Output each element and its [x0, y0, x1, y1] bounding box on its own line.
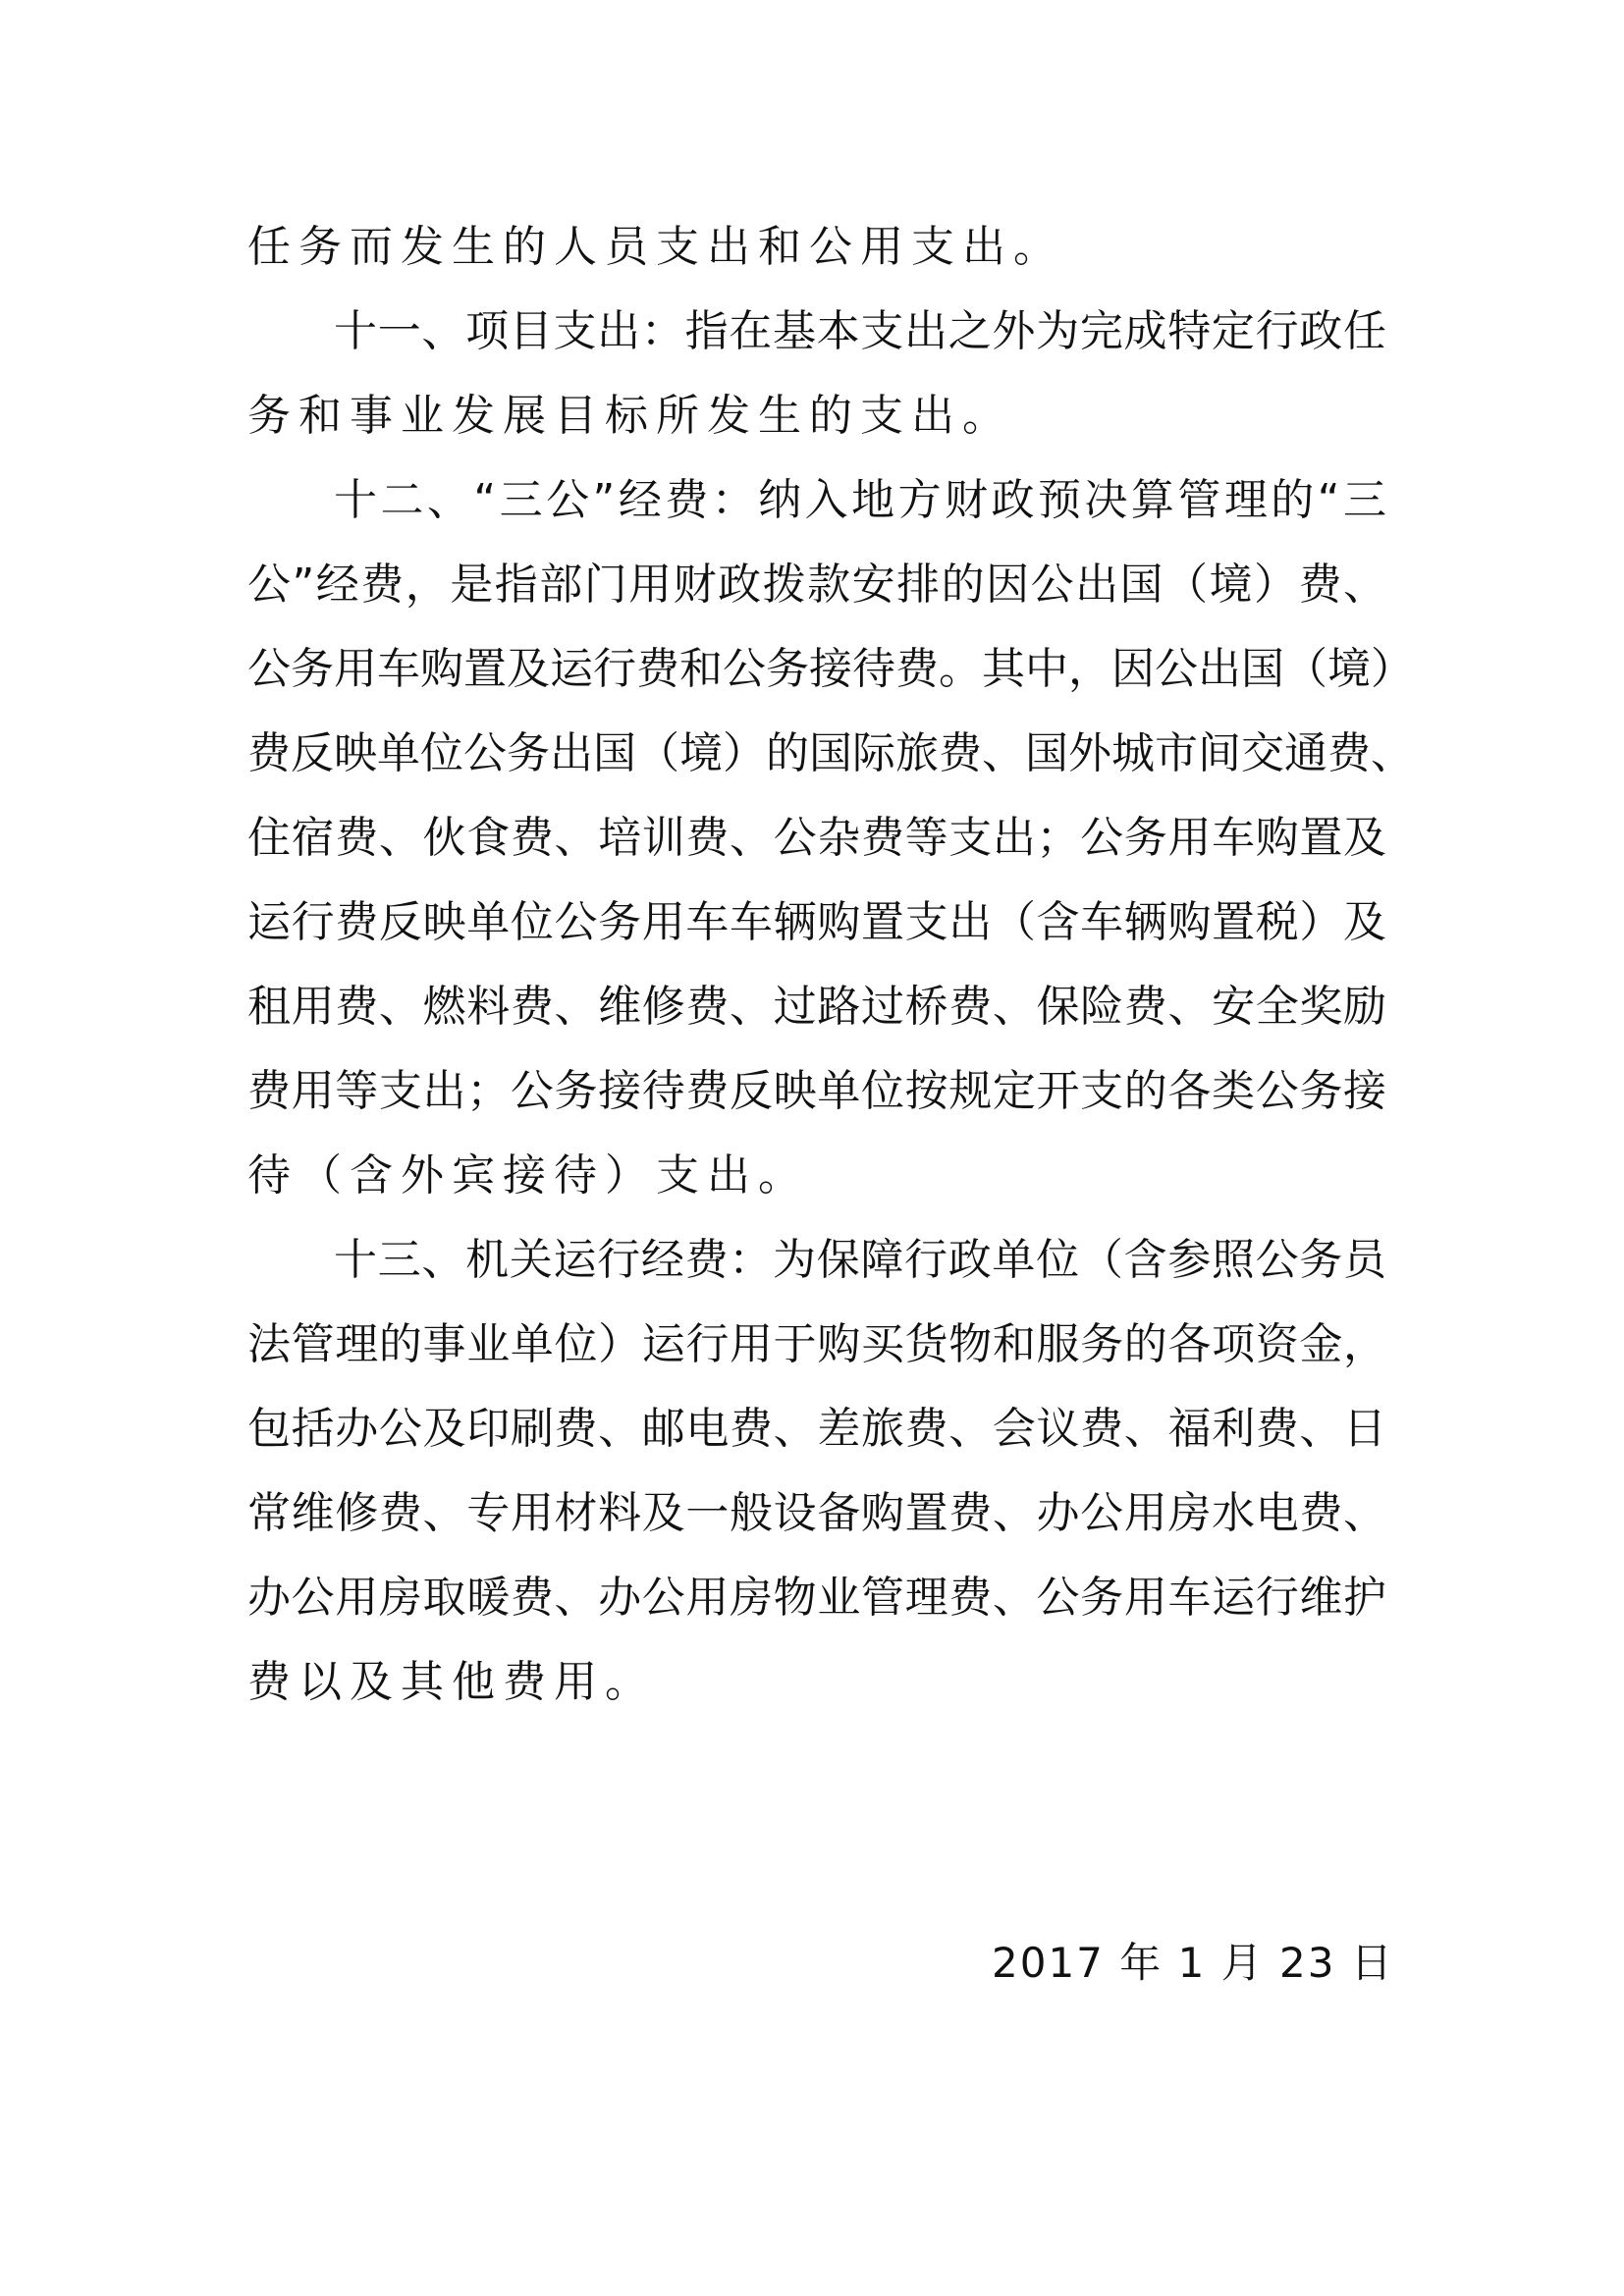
text-line: 常维修费、专用材料及一般设备购置费、办公用房水电费、: [247, 1488, 1386, 1538]
text-line: 务和事业发展目标所发生的支出。: [247, 391, 1013, 441]
text-line: 公”经费，是指部门用财政拨款安排的因公出国（境）费、: [247, 560, 1386, 610]
text-line: 十一、项目支出：指在基本支出之外为完成特定行政任: [334, 306, 1386, 356]
text-line: 费以及其他费用。: [247, 1657, 656, 1707]
text-line: 办公用房取暖费、办公用房物业管理费、公务用车运行维护: [247, 1573, 1386, 1623]
text-line: 租用费、燃料费、维修费、过路过桥费、保险费、安全奖励: [247, 982, 1386, 1032]
text-line: 包括办公及印刷费、邮电费、差旅费、会议费、福利费、日: [247, 1404, 1386, 1454]
text-line: 费用等支出；公务接待费反映单位按规定开支的各类公务接: [247, 1066, 1386, 1116]
text-line: 十二、“三公”经费：纳入地方财政预决算管理的“三: [334, 475, 1386, 525]
document-date: 2017 年 1 月 23 日: [992, 1939, 1394, 1987]
text-line: 公务用车购置及运行费和公务接待费。其中，因公出国（境）: [247, 644, 1414, 694]
text-line: 运行费反映单位公务用车车辆购置支出（含车辆购置税）及: [247, 897, 1386, 947]
text-line: 法管理的事业单位）运行用于购买货物和服务的各项资金，: [247, 1319, 1386, 1369]
text-line: 任务而发生的人员支出和公用支出。: [247, 222, 1064, 272]
text-line: 待（含外宾接待）支出。: [247, 1150, 809, 1201]
text-line: 住宿费、伙食费、培训费、公杂费等支出；公务用车购置及: [247, 813, 1386, 863]
text-line: 十三、机关运行经费：为保障行政单位（含参照公务员: [334, 1235, 1386, 1285]
text-line: 费反映单位公务出国（境）的国际旅费、国外城市间交通费、: [247, 728, 1414, 778]
